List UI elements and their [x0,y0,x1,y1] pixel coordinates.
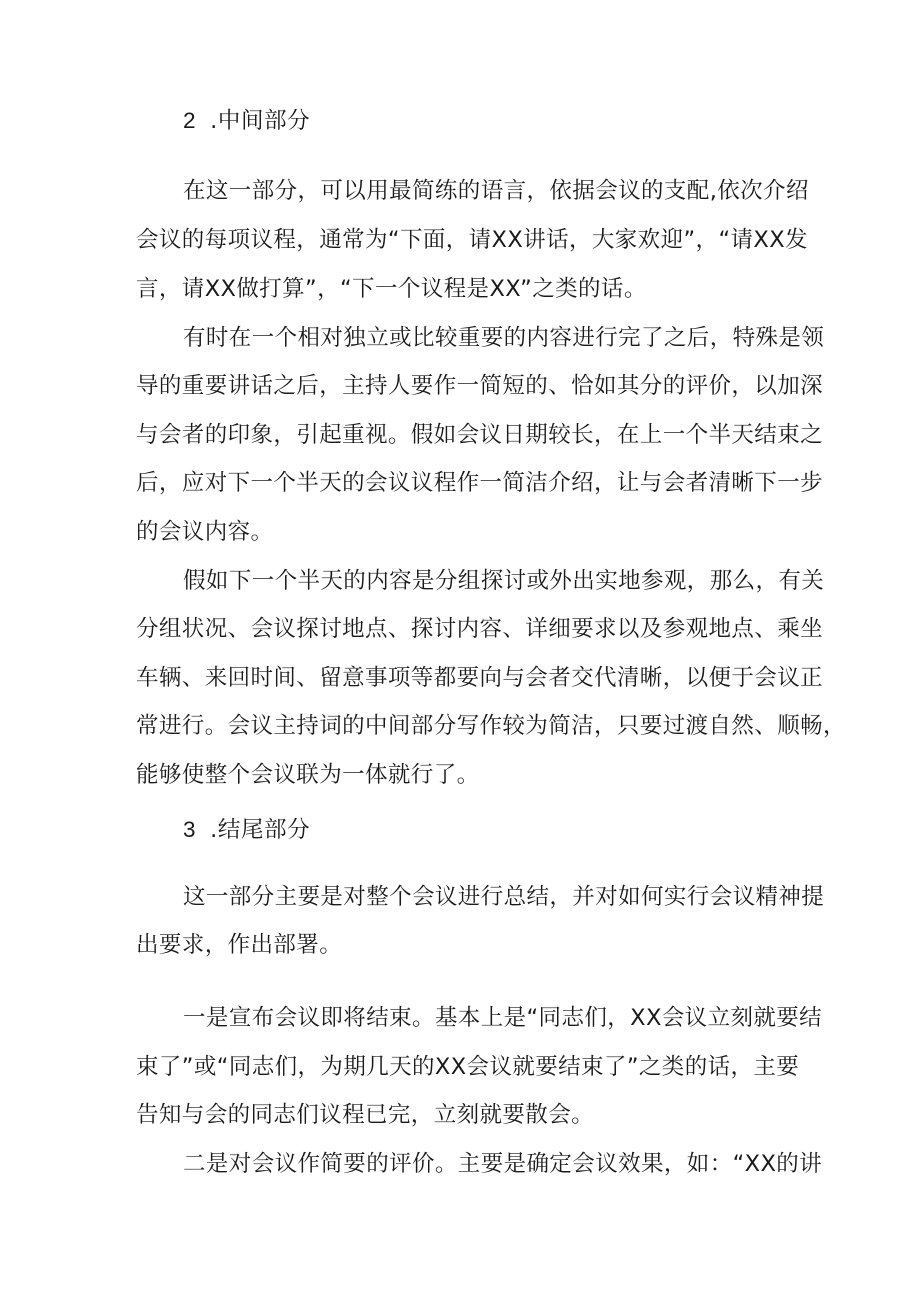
paragraph-line: 后，应对下一个半天的会议议程作一简洁介绍，让与会者清晰下一步 [136,470,824,496]
section-title: .结尾部分 [210,817,311,843]
paragraph-line: 有时在一个相对独立或比较重要的内容进行完了之后，特殊是领 [183,325,825,351]
paragraph-line: 言，请XX做打算”，“下一个议程是XX”之类的话。 [136,276,647,302]
paragraph-line: 分组状况、会议探讨地点、探讨内容、详细要求以及参观地点、乘坐 [136,616,824,642]
paragraph-line: 假如下一个半天的内容是分组探讨或外出实地参观，那么，有关 [183,568,825,594]
paragraph-line: 出要求，作出部署。 [136,932,343,958]
paragraph-line: 车辆、来回时间、留意事项等都要向与会者交代清晰，以便于会议正 [136,665,824,691]
section-number: 3 [183,817,197,842]
paragraph-line: 常进行。会议主持词的中间部分写作较为简洁，只要过渡自然、顺畅， [136,713,846,739]
paragraph-line: 的会议内容。 [136,519,274,545]
section-heading-ending [183,815,310,845]
paragraph-line: 二是对会议作简要的评价。主要是确定会议效果，如：“XX的讲 [183,1151,823,1177]
paragraph-line: 这一部分主要是对整个会议进行总结，并对如何实行会议精神提 [183,884,825,910]
paragraph-line: 导的重要讲话之后，主持人要作一简短的、恰如其分的评价，以加深 [136,373,824,399]
paragraph-line: 一是宣布会议即将结束。基本上是“同志们，XX会议立刻就要结 [183,1005,823,1031]
section-title: .中间部分 [210,108,311,134]
paragraph-line: 告知与会的同志们议程已完，立刻就要散会。 [136,1102,595,1128]
section-heading-middle [183,106,310,136]
paragraph-line: 能够使整个会议联为一体就行了。 [136,762,480,788]
paragraph-line: 会议的每项议程，通常为“下面，请XX讲话，大家欢迎”，“请XX发 [136,227,808,253]
paragraph-line: 与会者的印象，引起重视。假如会议日期较长，在上一个半天结束之 [136,422,824,448]
paragraph-line: 束了”或“同志们，为期几天的XX会议就要结束了”之类的话，主要 [136,1054,800,1080]
paragraph-line: 在这一部分，可以用最简练的语言，依据会议的支配,依次介绍 [183,178,809,204]
section-number: 2 [183,108,197,133]
